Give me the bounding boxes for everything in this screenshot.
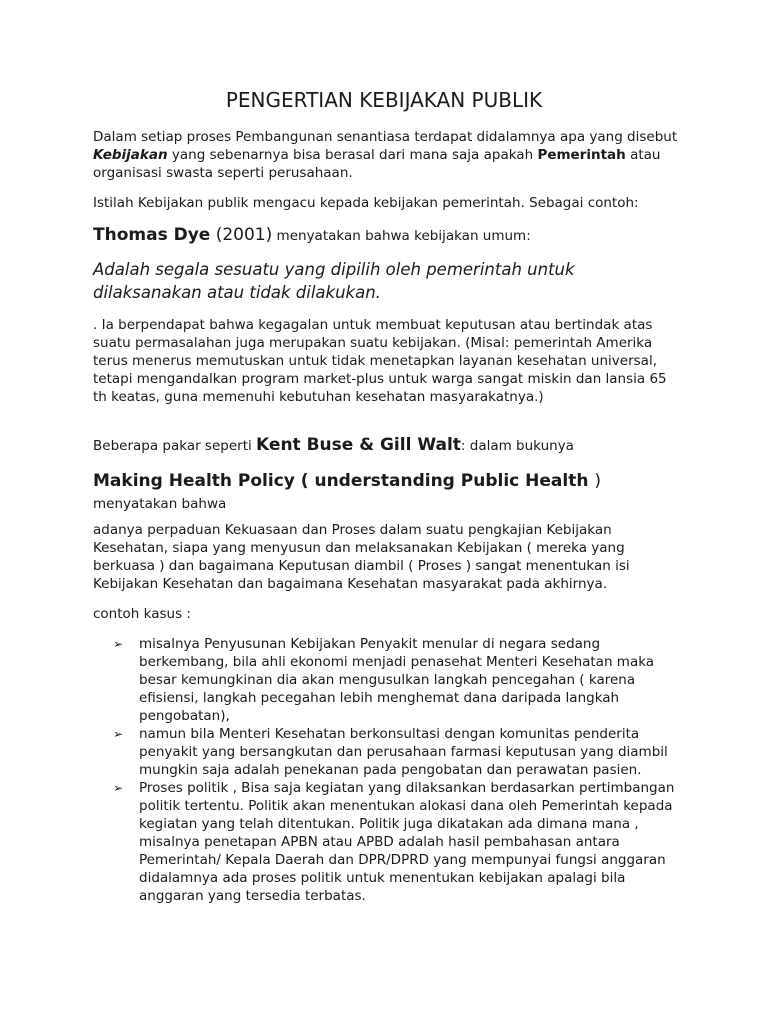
text-run: menyatakan bahwa (93, 496, 227, 512)
arrow-bullet-icon: ➢ (113, 727, 124, 741)
arrow-bullet-icon: ➢ (113, 781, 124, 795)
case-list (113, 635, 683, 905)
paragraph-thomas-dye (93, 224, 683, 247)
text-run: : dalam bukunya (460, 438, 574, 454)
paragraph-experts (93, 434, 683, 457)
term-kebijakan: Kebijakan (93, 147, 168, 163)
text-run: Dalam setiap proses Pembangunan senantiasa terdapat didalamnya apa yang disebut (93, 129, 678, 145)
expert-names: Kent Buse & Gill Walt (256, 435, 461, 455)
paragraph-book (93, 470, 683, 514)
text-run: Beberapa pakar seperti (93, 438, 257, 454)
paragraph-intro (93, 128, 683, 182)
author-year: (2001) (210, 225, 273, 245)
arrow-bullet-icon: ➢ (113, 637, 124, 651)
list-item-text: namun bila Menteri Kesehatan berkonsultasi dengan komunitas penderita penyakit yang bersangkutan dan perusahaan farmasi keputusan yang diambil mungkin saja adalah penekanan pada pengobatan dan perawatan pasien. (139, 726, 668, 778)
paragraph-explanation: . Ia berpendapat bahwa kegagalan untuk membuat keputusan atau bertindak atas suatu permasalahan juga merupakan suatu kebijakan. (Misal: pemerintah Amerika terus menerus memutuskan untuk tidak menetapkan layanan kesehatan universal, tetapi mengandalkan program market-plus untuk warga sangat miskin dan lansia 65 th keatas, guna memenuhi kebutuhan kesehatan masyarakatnya.) (93, 317, 667, 405)
list-item-text: misalnya Penyusunan Kebijakan Penyakit menular di negara sedang berkembang, bila ahli ekonomi menjadi penasehat Menteri Kesehatan maka besar kemungkinan dia akan mengusulkan langkah pencegahan ( karena efisiensi, langkah pecegahan lebih menghemat dana daripada langkah pengobatan), (139, 636, 655, 724)
paragraph-contoh-kasus: contoh kasus : (93, 606, 191, 622)
list-item (113, 779, 683, 905)
definition-quote: Adalah segala sesuatu yang dipilih oleh pemerintah untuk dilaksanakan atau tidak dilakukan. (93, 260, 575, 302)
term-pemerintah: Pemerintah (537, 147, 626, 163)
author-name: Thomas Dye (93, 225, 211, 245)
list-item (113, 725, 683, 779)
text-run: yang sebenarnya bisa berasal dari mana saja apakah (167, 147, 538, 163)
list-item-text: Proses politik , Bisa saja kegiatan yang dilaksankan berdasarkan pertimbangan politik tertentu. Politik akan menentukan alokasi dana oleh Pemerintah kepada kegiatan yang telah ditentukan. Politik juga dikatakan ada dimana mana , misalnya penetapan APBN atau APBD adalah hasil pembahasan antara Pemerintah/ Kepala Daerah dan DPR/DPRD yang mempunyai fungsi anggaran didalamnya ada proses politik untuk menentukan kebijakan apalagi bila anggaran yang tersedia terbatas. (139, 780, 675, 904)
paragraph-istilah: Istilah Kebijakan publik mengacu kepada kebijakan pemerintah. Sebagai contoh: (93, 195, 639, 211)
book-title-close: ) (594, 471, 601, 491)
book-title: Making Health Policy ( understanding Public Health (93, 471, 595, 491)
text-run: menyatakan bahwa kebijakan umum: (272, 228, 531, 244)
page-title: PENGERTIAN KEBIJAKAN PUBLIK (225, 88, 543, 112)
list-item (113, 635, 683, 725)
paragraph-perpaduan: adanya perpaduan Kekuasaan dan Proses dalam suatu pengkajian Kebijakan Kesehatan, siapa yang menyusun dan melaksanakan Kebijakan ( mereka yang berkuasa ) dan bagaimana Keputusan diambil ( Proses ) sangat menentukan isi Kebijakan Kesehatan dan bagaimana Kesehatan masyarakat pada akhirnya. (93, 522, 630, 592)
text-run: atau organisasi swasta seperti perusahaan. (93, 147, 661, 181)
